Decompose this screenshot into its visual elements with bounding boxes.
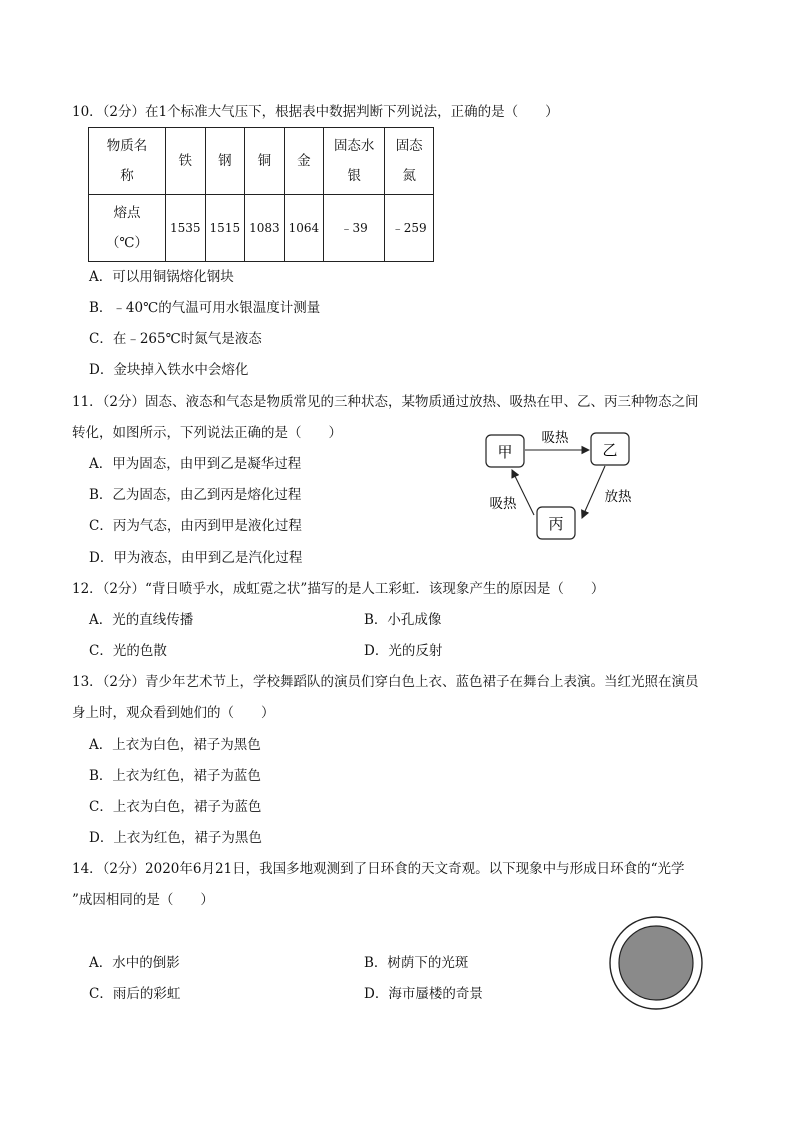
q10-option-c[interactable]: C．在﹣265℃时氮气是液态 <box>89 331 262 347</box>
table-header-cell: 铜 <box>245 128 285 195</box>
q12-stem: 12．（2分）“背日喷乎水，成虹霓之状”描写的是人工彩虹．该现象产生的原因是（ ） <box>72 581 605 597</box>
q13-option-b[interactable]: B．上衣为红色，裙子为蓝色 <box>89 768 261 784</box>
table-header-cell: 铁 <box>166 128 206 195</box>
label-yi-to-bing: 放热 <box>604 489 632 505</box>
q12-option-b[interactable]: B．小孔成像 <box>364 612 442 628</box>
node-yi-label: 乙 <box>602 441 618 459</box>
q11-option-c[interactable]: C．丙为气态，由丙到甲是液化过程 <box>89 518 302 534</box>
q10-option-a[interactable]: A．可以用铜锅熔化钢块 <box>89 269 234 285</box>
q13-option-a[interactable]: A．上衣为白色，裙子为黑色 <box>89 737 261 753</box>
table-header-cell: 钢 <box>205 128 245 195</box>
table-header-cell: 物质名 称 <box>89 128 166 195</box>
q12-option-c[interactable]: C．光的色散 <box>89 643 167 659</box>
q11-option-d[interactable]: D．甲为液态，由甲到乙是汽化过程 <box>89 550 303 566</box>
q13-stem-line1: 13．（2分）青少年艺术节上，学校舞蹈队的演员们穿白色上衣、蓝色裙子在舞台上表演。当红光照在演员 <box>72 674 699 690</box>
label-bing-to-jia: 吸热 <box>489 496 517 512</box>
table-cell: 1535 <box>166 195 206 262</box>
q14-stem-line2: ”成因相同的是（ ） <box>72 892 214 908</box>
q11-option-b[interactable]: B．乙为固态，由乙到丙是熔化过程 <box>89 487 302 503</box>
label-jia-to-yi: 吸热 <box>541 430 569 446</box>
q13-option-c[interactable]: C．上衣为白色，裙子为蓝色 <box>89 799 262 815</box>
arrow-yi-to-bing <box>582 466 605 518</box>
table-header-cell: 固态 氮 <box>385 128 434 195</box>
eclipse-moon-disk <box>619 926 693 1000</box>
q11-stem-line2: 转化，如图所示，下列说法正确的是（ ） <box>72 425 342 441</box>
table-cell: ﹣259 <box>385 195 434 262</box>
node-jia-label: 甲 <box>497 443 513 461</box>
q10-option-d[interactable]: D．金块掉入铁水中会熔化 <box>89 362 249 378</box>
table-row-label: 熔点 （℃） <box>89 195 166 262</box>
q13-stem-line2: 身上时，观众看到她们的（ ） <box>72 705 275 721</box>
q10-option-b[interactable]: B．﹣40℃的气温可用水银温度计测量 <box>89 300 321 316</box>
table-cell: 1083 <box>245 195 285 262</box>
q14-stem-line1: 14．（2分）2020年6月21日，我国多地观测到了日环食的天文奇观。以下现象中与形成日环食的“光学 <box>72 861 685 877</box>
q12-option-a[interactable]: A．光的直线传播 <box>89 612 194 628</box>
node-bing-label: 丙 <box>548 515 564 533</box>
table-header-cell: 金 <box>284 128 324 195</box>
q13-option-d[interactable]: D．上衣为红色，裙子为黑色 <box>89 830 262 846</box>
q14-option-d[interactable]: D．海市蜃楼的奇景 <box>364 986 483 1002</box>
q14-option-b[interactable]: B．树荫下的光斑 <box>364 955 469 971</box>
q14-option-a[interactable]: A．水中的倒影 <box>89 955 180 971</box>
q10-stem: 10．（2分）在1个标准大气压下，根据表中数据判断下列说法，正确的是（ ） <box>72 104 559 120</box>
q12-option-d[interactable]: D．光的反射 <box>364 643 443 659</box>
q11-option-a[interactable]: A．甲为固态，由甲到乙是凝华过程 <box>89 456 302 472</box>
table-cell: ﹣39 <box>324 195 385 262</box>
table-header-cell: 固态水 银 <box>324 128 385 195</box>
table-cell: 1515 <box>205 195 245 262</box>
q11-stem-line1: 11．（2分）固态、液态和气态是物质常见的三种状态，某物质通过放热、吸热在甲、乙、丙三种物态之间 <box>72 394 699 410</box>
table-cell: 1064 <box>284 195 324 262</box>
q14-option-c[interactable]: C．雨后的彩虹 <box>89 986 181 1002</box>
